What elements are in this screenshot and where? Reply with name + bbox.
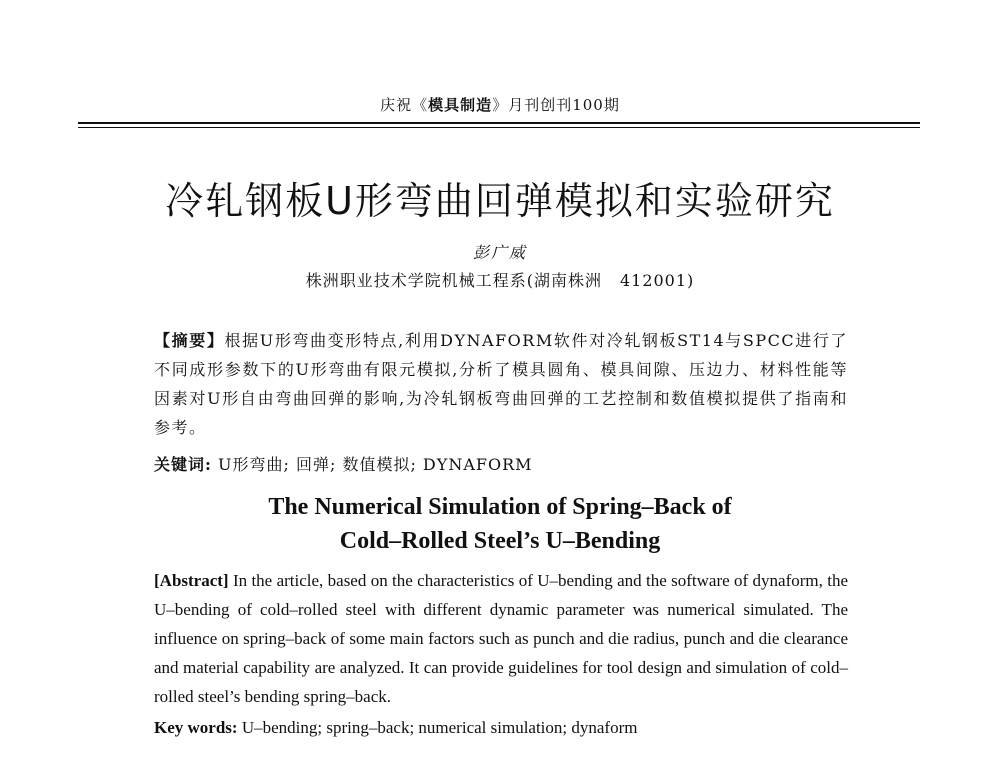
title-english-line2: Cold–Rolled Steel’s U–Bending — [339, 528, 661, 554]
header-rule-thin — [78, 127, 920, 128]
abstract-chinese-text: 根据U形弯曲变形特点,利用DYNAFORM软件对冷轧钢板ST14与SPCC进行了不同成形参数下的U形弯曲有限元模拟,分析了模具圆角、模具间隙、压边力、材料性能等因素对U形自由弯曲回弹的影响,为冷轧钢板弯曲回弹的工艺控制和数值模拟提供了指南和参考。 — [154, 331, 848, 437]
title-english — [0, 490, 1000, 558]
header-suffix: 》月刊创刊100期 — [492, 96, 620, 114]
journal-header — [0, 94, 1000, 115]
abstract-chinese-label: 【摘要】 — [154, 331, 225, 350]
title-chinese: 冷轧钢板U形弯曲回弹模拟和实验研究 — [165, 179, 835, 223]
abstract-english — [154, 566, 848, 711]
header-journal-name: 模具制造 — [428, 96, 493, 114]
keywords-english-text: U–bending; spring–back; numerical simulation; dynaform — [241, 718, 638, 737]
affiliation — [0, 268, 1000, 291]
keywords-chinese-label: 关键词: — [154, 455, 212, 474]
author: 彭广威 — [472, 243, 527, 262]
affiliation-institution: 株洲职业技术学院机械工程系(湖南株洲 — [305, 271, 602, 290]
affiliation-postcode: 412001) — [619, 271, 695, 290]
keywords-english — [154, 718, 848, 738]
title-english-line1: The Numerical Simulation of Spring–Back of — [268, 494, 732, 520]
header-rule-thick — [78, 122, 920, 124]
keywords-english-label: Key words: — [154, 718, 238, 737]
keywords-chinese-text: U形弯曲; 回弹; 数值模拟; DYNAFORM — [218, 455, 533, 474]
abstract-english-text: In the article, based on the characteristics of U–bending and the software of dynaform, the U–bending of cold–rolled steel with different dynamic parameter was numerical simulated. The influence on spring–back of some main factors such as punch and die radius, punch and die clearance and material capability are analyzed. It can provide guidelines for tool design and simulation of cold–rolled steel’s bending spring–back. — [154, 571, 848, 706]
abstract-english-label: [Abstract] — [154, 571, 229, 590]
header-prefix: 庆祝《 — [380, 96, 429, 114]
keywords-chinese — [154, 452, 848, 475]
abstract-chinese — [154, 326, 848, 442]
